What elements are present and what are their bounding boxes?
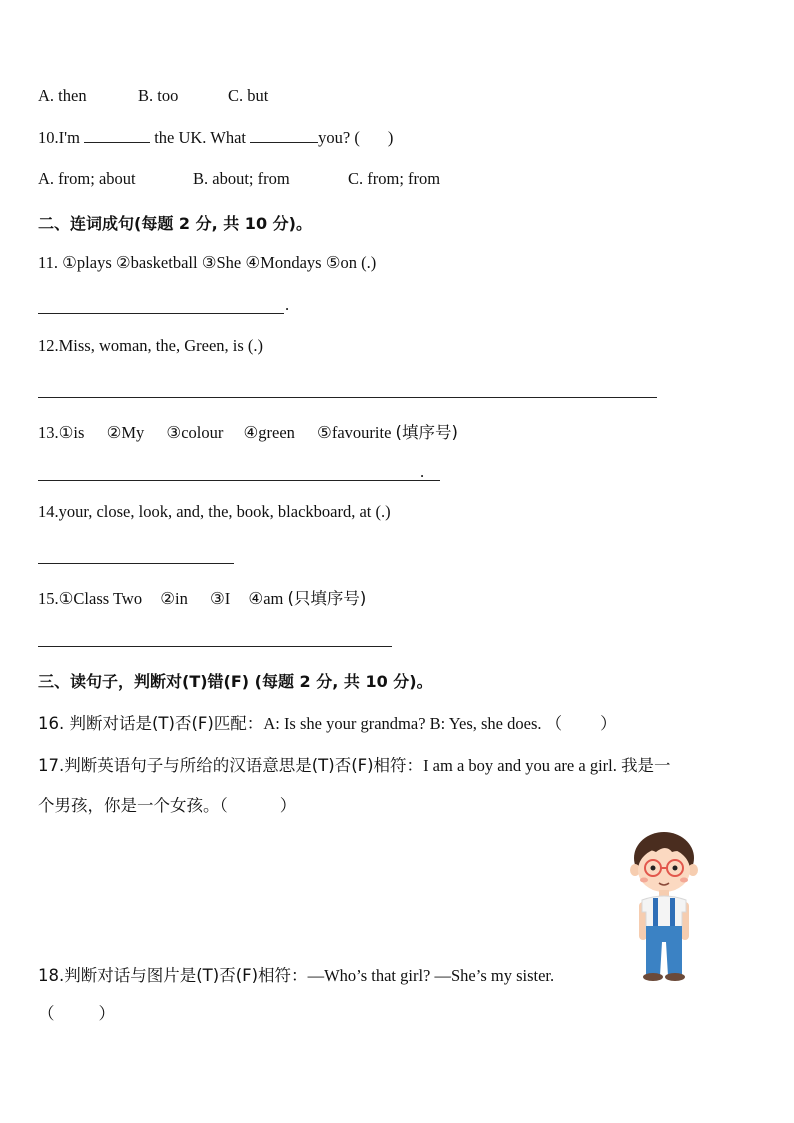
q18-question bbox=[38, 962, 554, 986]
q16-lead: 16. 判断对话是(T)否(F)匹配： bbox=[38, 714, 264, 733]
q18-dialog: —Who’s that girl? —She’s my sister. bbox=[307, 966, 555, 985]
q10-blank-1[interactable] bbox=[84, 141, 150, 143]
q18-answer-parens bbox=[38, 1000, 115, 1024]
q10-text-5: ) bbox=[387, 128, 394, 147]
q17-question bbox=[38, 752, 671, 776]
boy-illustration bbox=[626, 830, 700, 982]
q17-paren-open: （ bbox=[219, 796, 228, 815]
q10-text-4: you? ( bbox=[318, 128, 360, 147]
q16-question bbox=[38, 710, 617, 734]
q13-word-3: ③colour bbox=[166, 423, 224, 442]
section-2-heading: 二、连词成句(每题 2 分, 共 10 分)。 bbox=[38, 214, 312, 233]
q13-answer-line[interactable] bbox=[38, 480, 440, 481]
q16-dialog: A: Is she your grandma? B: Yes, she does. bbox=[263, 714, 542, 733]
q11-period: . bbox=[285, 295, 290, 314]
q17-question-cont bbox=[38, 792, 296, 816]
q15-hint: (只填序号) bbox=[287, 589, 367, 608]
q17-english: I am a boy and you are a girl. bbox=[423, 756, 617, 775]
q17-lead: 17.判断英语句子与所给的汉语意思是(T)否(F)相符： bbox=[38, 756, 424, 775]
q10-text-3: What bbox=[210, 128, 246, 147]
q10-option-b[interactable]: B. about; from bbox=[193, 169, 290, 188]
q13-question bbox=[38, 419, 458, 443]
q11-answer-line[interactable] bbox=[38, 313, 284, 314]
q18-paren-close: ） bbox=[98, 1004, 115, 1023]
q18-paren-open: （ bbox=[38, 1004, 55, 1023]
q13-period: . bbox=[420, 462, 425, 481]
q10-blank-2[interactable] bbox=[250, 141, 318, 143]
q10-option-c[interactable]: C. from; from bbox=[348, 169, 441, 188]
q11-question: 11. ①plays ②basketball ③She ④Mondays ⑤on (.) bbox=[38, 253, 377, 272]
q10-text-2: the UK. bbox=[154, 128, 207, 147]
q13-word-4: ④green bbox=[243, 423, 295, 442]
q12-question: 12.Miss, woman, the, Green, is (.) bbox=[38, 336, 264, 355]
q13-word-5: ⑤favourite bbox=[317, 423, 392, 442]
section-3-heading: 三、读句子，判断对(T)错(F) (每题 2 分, 共 10 分)。 bbox=[38, 672, 433, 691]
q9-option-b[interactable]: B. too bbox=[138, 86, 179, 105]
q15-word-4: ④am bbox=[248, 589, 284, 608]
q9-options bbox=[38, 86, 268, 106]
q14-answer-line[interactable] bbox=[38, 563, 234, 564]
q15-word-1: 15.①Class Two bbox=[38, 589, 143, 608]
q13-hint: (填序号) bbox=[395, 423, 458, 442]
q16-paren-close: ） bbox=[600, 714, 617, 733]
q13-word-2: ②My bbox=[106, 423, 145, 442]
q16-paren-open: （ bbox=[545, 714, 563, 733]
q15-question bbox=[38, 585, 366, 609]
q15-answer-line[interactable] bbox=[38, 646, 392, 647]
q17-chinese-2: 个男孩，你是一个女孩。 bbox=[38, 796, 220, 815]
q10-options bbox=[38, 169, 440, 189]
q13-word-1: 13.①is bbox=[38, 423, 85, 442]
q18-lead: 18.判断对话与图片是(T)否(F)相符： bbox=[38, 966, 308, 985]
q10-text-1: I'm bbox=[58, 128, 80, 147]
q17-chinese-1: 我是一 bbox=[621, 756, 671, 775]
q17-paren-close: ） bbox=[279, 796, 297, 815]
q9-option-c[interactable]: C. but bbox=[228, 86, 269, 105]
q9-option-a[interactable]: A. then bbox=[38, 86, 87, 105]
q10-option-a[interactable]: A. from; about bbox=[38, 169, 136, 188]
q15-word-3: ③I bbox=[209, 589, 231, 608]
q12-answer-line[interactable] bbox=[38, 397, 657, 398]
q14-question: 14.your, close, look, and, the, book, blackboard, at (.) bbox=[38, 502, 391, 521]
q15-word-2: ②in bbox=[160, 589, 188, 608]
q10-question bbox=[38, 128, 393, 148]
q10-number: 10. bbox=[38, 128, 59, 147]
